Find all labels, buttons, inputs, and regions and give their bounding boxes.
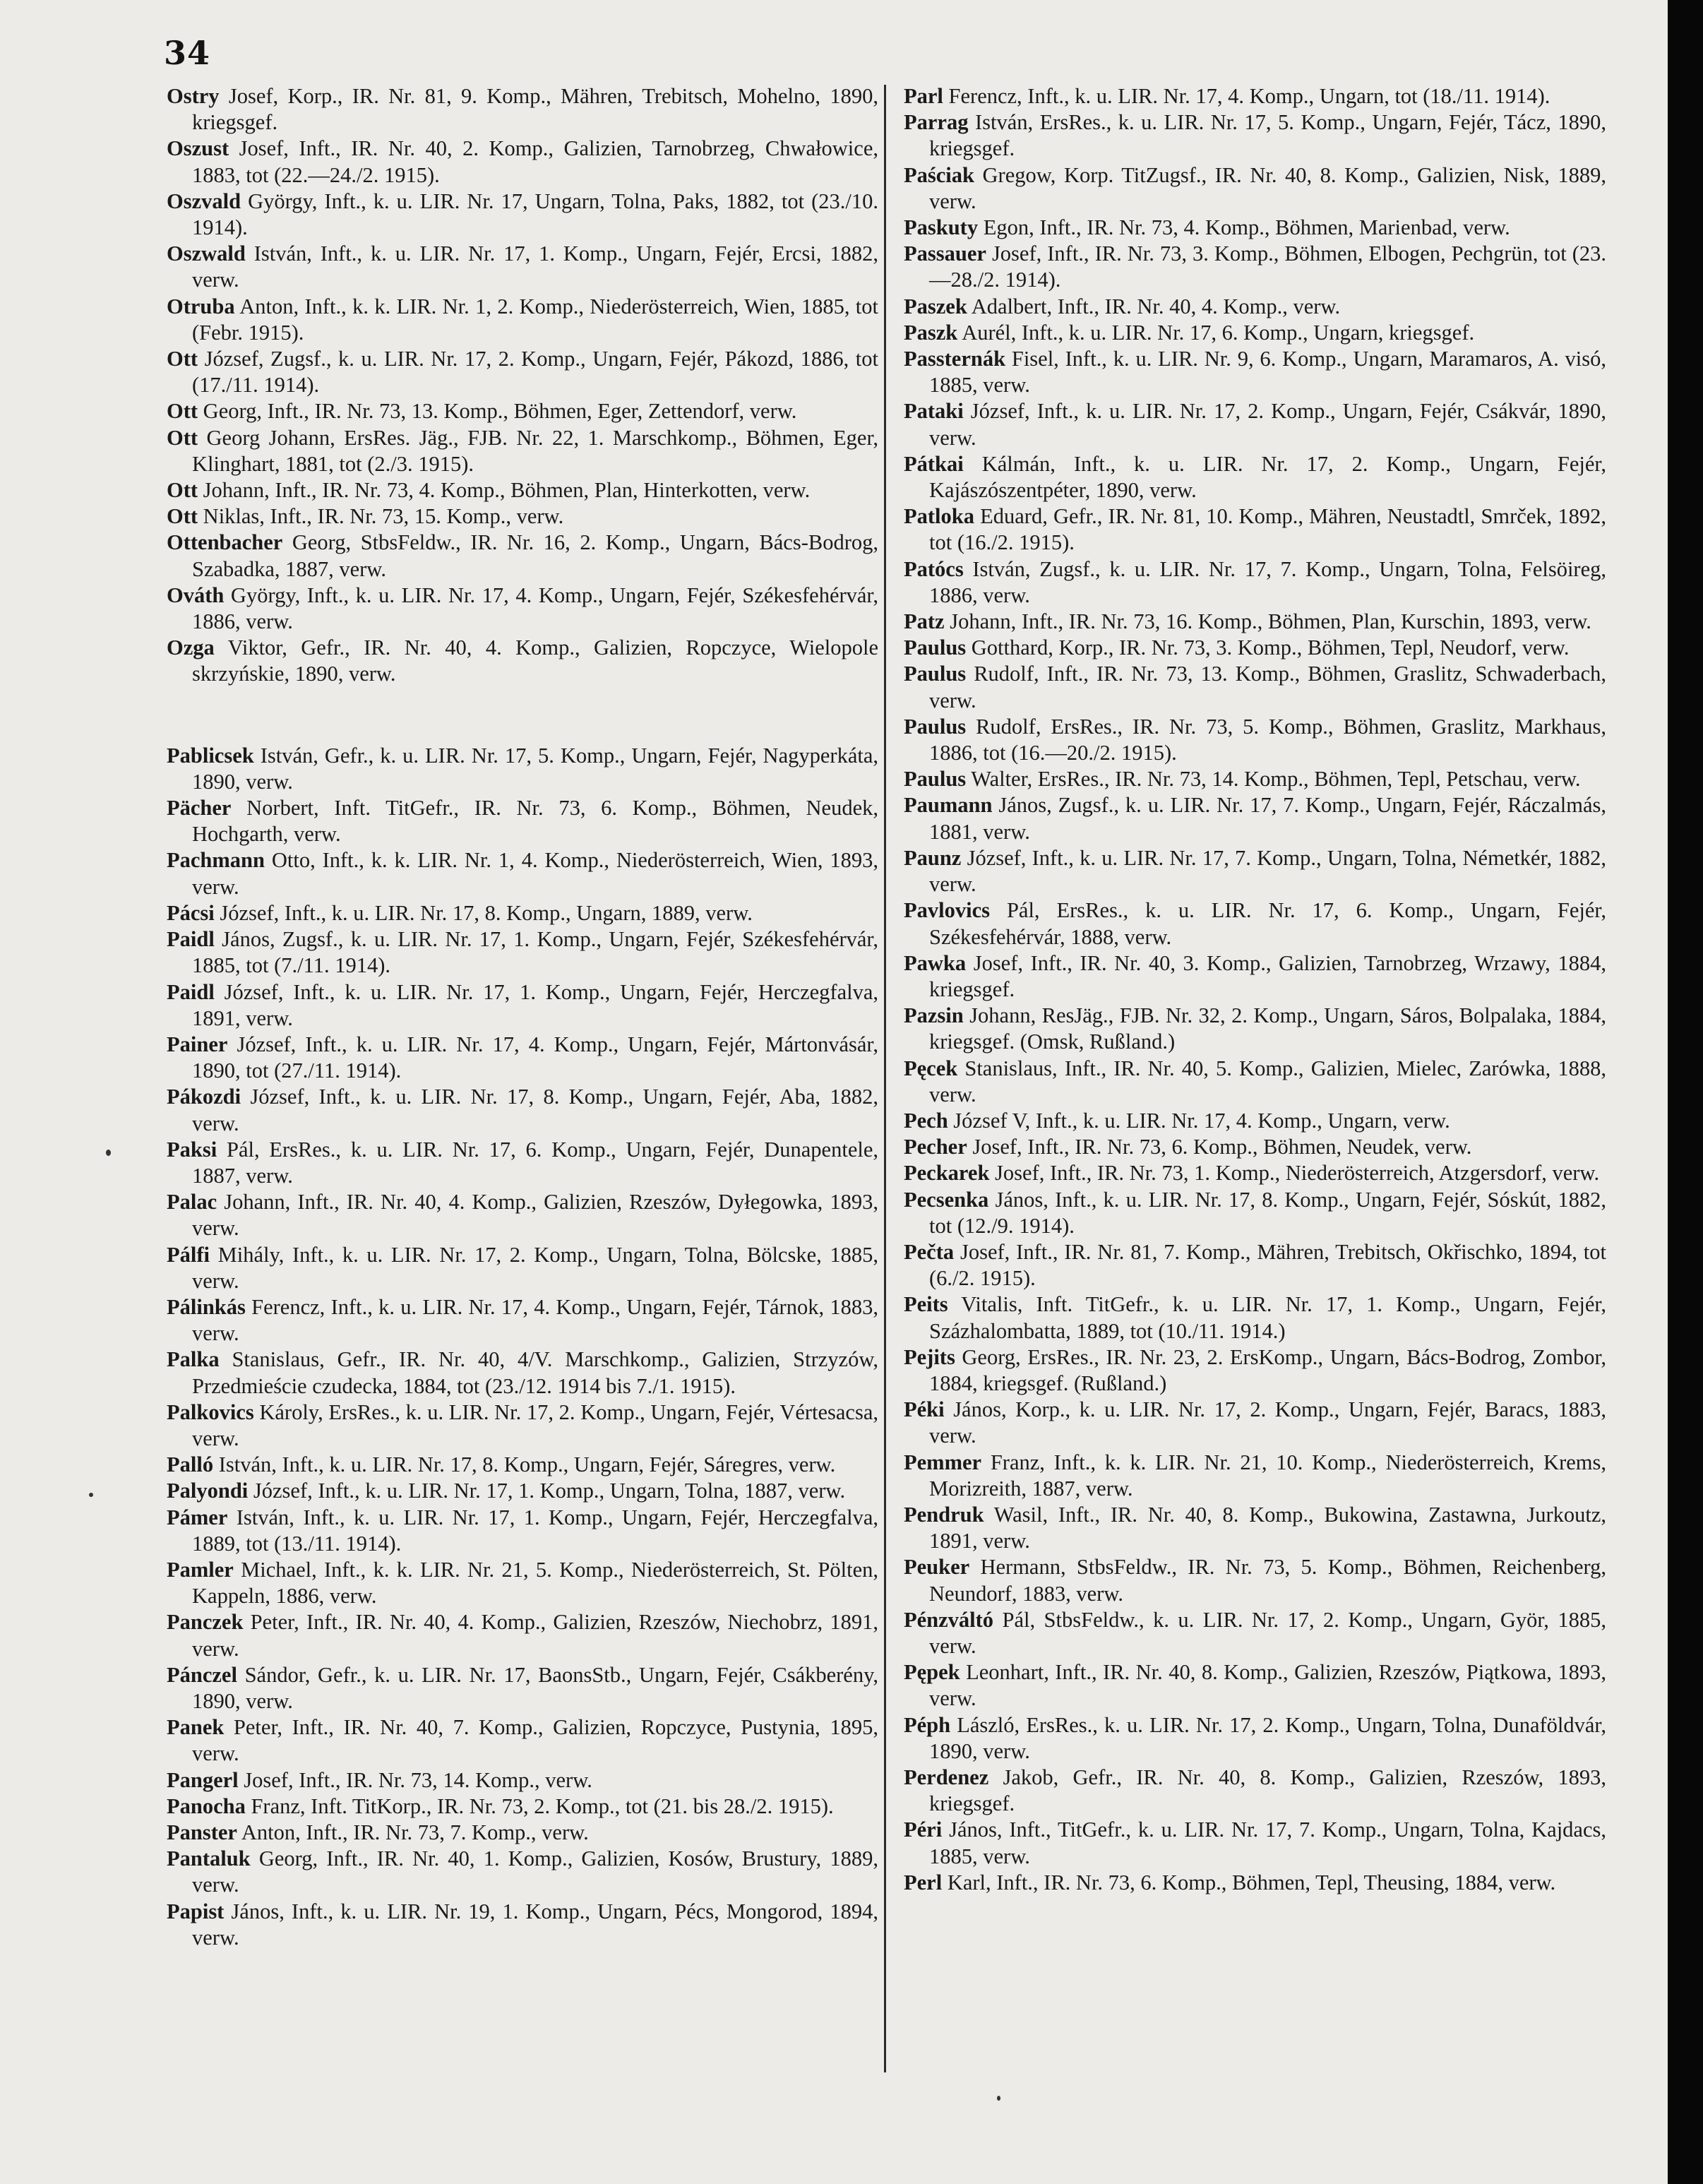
section-gap xyxy=(167,688,878,743)
entry-surname: Papist xyxy=(167,1899,225,1923)
entry-details: György, Inft., k. u. LIR. Nr. 17, Ungarn, Tolna, Paks, 1882, tot (23./10. 1914). xyxy=(192,189,878,240)
list-entry xyxy=(167,1899,878,1951)
entry-details: József, Inft., k. u. LIR. Nr. 17, 8. Komp., Ungarn, Fejér, Aba, 1882, verw. xyxy=(192,1085,878,1135)
entry-details: Ferencz, Inft., k. u. LIR. Nr. 17, 4. Komp., Ungarn, Fejér, Tárnok, 1883, verw. xyxy=(192,1294,878,1346)
entry-surname: Patz xyxy=(904,609,945,634)
list-entry xyxy=(167,1189,878,1241)
entry-surname: Passternák xyxy=(904,347,1006,371)
entry-details: Hermann, StbsFeldw., IR. Nr. 73, 5. Komp., Böhmen, Reichenberg, Neundorf, 1883, verw. xyxy=(929,1555,1606,1606)
entry-surname: Péri xyxy=(904,1818,943,1842)
list-entry xyxy=(167,795,878,847)
entry-surname: Palka xyxy=(167,1347,220,1372)
entry-details: Georg Johann, ErsRes. Jäg., FJB. Nr. 22, 1. Marschkomp., Böhmen, Eger, Klinghart, 1881, tot (2./3. 1915). xyxy=(192,425,878,476)
entry-details: Norbert, Inft. TitGefr., IR. Nr. 73, 6. Komp., Böhmen, Neudek, Hochgarth, verw. xyxy=(192,796,878,847)
entry-surname: Ott xyxy=(167,399,198,424)
list-entry xyxy=(904,714,1606,766)
list-entry xyxy=(904,1056,1606,1108)
entry-details: Josef, Inft., IR. Nr. 40, 2. Komp., Galizien, Tarnobrzeg, Chwałowice, 1883, tot (22.—24./2. 1915). xyxy=(192,136,878,187)
list-entry xyxy=(904,1765,1606,1817)
entry-surname: Pánczel xyxy=(167,1662,237,1687)
list-entry xyxy=(167,1557,878,1609)
entry-surname: Painer xyxy=(167,1032,228,1056)
entry-details: Georg, Inft., IR. Nr. 73, 13. Komp., Böhmen, Eger, Zettendorf, verw. xyxy=(198,399,797,424)
entry-surname: Parrag xyxy=(904,110,969,135)
paper-speck xyxy=(106,1150,111,1156)
entry-details: Aurél, Inft., k. u. LIR. Nr. 17, 6. Komp., Ungarn, kriegsgef. xyxy=(957,320,1475,345)
entry-surname: Patócs xyxy=(904,556,964,581)
entry-surname: Ott xyxy=(167,504,198,529)
entry-details: Leonhart, Inft., IR. Nr. 40, 8. Komp., Galizien, Rzeszów, Piątkowa, 1893, verw. xyxy=(929,1660,1606,1711)
entry-details: István, Inft., k. u. LIR. Nr. 17, 1. Komp., Ungarn, Fejér, Ercsi, 1882, verw. xyxy=(192,241,878,292)
entry-surname: Paksi xyxy=(167,1137,217,1162)
list-entry xyxy=(167,1137,878,1189)
entry-details: Pál, ErsRes., k. u. LIR. Nr. 17, 6. Komp., Ungarn, Fejér, Dunapentele, 1887, verw. xyxy=(192,1137,878,1188)
list-entry xyxy=(904,503,1606,556)
entry-details: István, Inft., k. u. LIR. Nr. 17, 1. Komp., Ungarn, Fejér, Herczegfalva, 1889, tot (13./11. 1914). xyxy=(192,1505,878,1556)
entry-details: Peter, Inft., IR. Nr. 40, 4. Komp., Galizien, Rzeszów, Niechobrz, 1891, verw. xyxy=(192,1610,878,1661)
entry-surname: Pangerl xyxy=(167,1767,239,1792)
list-entry xyxy=(904,635,1606,661)
list-entry xyxy=(167,635,878,687)
list-entry xyxy=(167,1347,878,1399)
entry-surname: Pęcek xyxy=(904,1056,958,1080)
entry-surname: Perl xyxy=(904,1870,943,1894)
entry-details: József, Inft., k. u. LIR. Nr. 17, 8. Komp., Ungarn, 1889, verw. xyxy=(214,900,753,925)
list-entry xyxy=(167,1084,878,1136)
entry-details: Pál, StbsFeldw., k. u. LIR. Nr. 17, 2. Komp., Ungarn, Györ, 1885, verw. xyxy=(929,1607,1606,1658)
entry-details: Eduard, Gefr., IR. Nr. 81, 10. Komp., Mähren, Neustadtl, Smrček, 1892, tot (16./2. 1915). xyxy=(929,504,1606,555)
list-entry xyxy=(904,1554,1606,1606)
list-entry xyxy=(167,346,878,398)
entry-surname: Pecsenka xyxy=(904,1187,989,1212)
list-entry xyxy=(167,847,878,900)
entry-surname: Paszek xyxy=(904,294,967,318)
entry-details: Pál, ErsRes., k. u. LIR. Nr. 17, 6. Komp., Ungarn, Fejér, Székesfehérvár, 1888, verw. xyxy=(929,898,1606,949)
entry-details: Anton, Inft., k. k. LIR. Nr. 1, 2. Komp., Niederösterreich, Wien, 1885, tot (Febr. 1915). xyxy=(192,294,878,345)
list-entry xyxy=(904,1502,1606,1554)
entry-surname: Panster xyxy=(167,1820,237,1844)
entry-details: Stanislaus, Gefr., IR. Nr. 40, 4/V. Marschkomp., Galizien, Strzyzów, Przedmieście czudecka, 1884, tot (23./12. 1914 bis 7./1. 1915). xyxy=(192,1347,878,1398)
list-entry xyxy=(904,241,1606,293)
list-entry xyxy=(904,398,1606,450)
entry-surname: Ostry xyxy=(167,84,220,108)
entry-surname: Oszvald xyxy=(167,189,241,213)
entry-details: György, Inft., k. u. LIR. Nr. 17, 4. Komp., Ungarn, Fejér, Székesfehérvár, 1886, verw. xyxy=(192,583,878,634)
entry-details: János, Korp., k. u. LIR. Nr. 17, 2. Komp., Ungarn, Fejér, Baracs, 1883, verw. xyxy=(929,1397,1606,1448)
entry-surname: Otruba xyxy=(167,294,235,318)
list-entry xyxy=(167,1294,878,1347)
entry-details: Viktor, Gefr., IR. Nr. 40, 4. Komp., Galizien, Ropczyce, Wielopole skrzyńskie, 1890, verw. xyxy=(192,635,878,686)
entry-details: Rudolf, Inft., IR. Nr. 73, 13. Komp., Böhmen, Graslitz, Schwaderbach, verw. xyxy=(929,662,1606,712)
entry-surname: Patloka xyxy=(904,504,974,529)
list-entry xyxy=(904,1160,1606,1186)
page-number: 34 xyxy=(164,34,211,72)
entry-surname: Pemmer xyxy=(904,1450,982,1474)
entry-details: Ferencz, Inft., k. u. LIR. Nr. 17, 4. Komp., Ungarn, tot (18./11. 1914). xyxy=(943,84,1550,108)
entry-surname: Oszwald xyxy=(167,241,246,266)
entry-surname: Péki xyxy=(904,1397,945,1422)
entry-details: Josef, Inft., IR. Nr. 73, 3. Komp., Böhmen, Elbogen, Pechgrün, tot (23.—28./2. 1914). xyxy=(929,241,1606,292)
list-entry xyxy=(904,1607,1606,1659)
entry-details: László, ErsRes., k. u. LIR. Nr. 17, 2. Komp., Ungarn, Tolna, Dunaföldvár, 1890, verw. xyxy=(929,1712,1606,1763)
entry-surname: Pénzváltó xyxy=(904,1607,994,1632)
entry-surname: Pech xyxy=(904,1108,948,1133)
entry-surname: Peckarek xyxy=(904,1161,990,1186)
entry-surname: Ozga xyxy=(167,635,215,660)
entry-details: Josef, Inft., IR. Nr. 73, 1. Komp., Niederösterreich, Atzgersdorf, verw. xyxy=(989,1161,1600,1186)
list-entry xyxy=(904,1003,1606,1055)
list-entry xyxy=(904,109,1606,162)
entry-surname: Pablicsek xyxy=(167,743,254,768)
entry-surname: Pendruk xyxy=(904,1502,984,1527)
paper-speck xyxy=(89,1493,93,1497)
list-entry xyxy=(167,900,878,926)
entry-details: János, Inft., k. u. LIR. Nr. 19, 1. Komp., Ungarn, Pécs, Mongorod, 1894, verw. xyxy=(192,1899,878,1950)
entry-surname: Pácsi xyxy=(167,900,215,925)
entry-surname: Pálfi xyxy=(167,1242,210,1267)
entry-details: József, Zugsf., k. u. LIR. Nr. 17, 2. Komp., Ungarn, Fejér, Pákozd, 1886, tot (17./11. 1914). xyxy=(192,347,878,398)
entry-surname: Panocha xyxy=(167,1794,246,1818)
list-entry xyxy=(904,1344,1606,1397)
list-entry xyxy=(904,1659,1606,1712)
entry-details: Josef, Inft., IR. Nr. 73, 6. Komp., Böhmen, Neudek, verw. xyxy=(967,1135,1472,1159)
list-entry xyxy=(904,346,1606,398)
entry-surname: Pępek xyxy=(904,1660,960,1685)
entry-surname: Pečta xyxy=(904,1239,955,1264)
entry-details: Franz, Inft., k. k. LIR. Nr. 21, 10. Komp., Niederösterreich, Krems, Morizreith, 1887, verw. xyxy=(929,1450,1606,1500)
entry-surname: Paściak xyxy=(904,162,974,187)
list-entry xyxy=(167,1767,878,1794)
entry-details: István, Inft., k. u. LIR. Nr. 17, 8. Komp., Ungarn, Fejér, Sáregres, verw. xyxy=(213,1452,836,1477)
entry-details: Stanislaus, Inft., IR. Nr. 40, 5. Komp., Galizien, Mielec, Zarówka, 1888, verw. xyxy=(929,1056,1606,1106)
entry-surname: Ott xyxy=(167,425,198,450)
list-entry xyxy=(167,979,878,1032)
entry-details: Jakob, Gefr., IR. Nr. 40, 8. Komp., Galizien, Rzeszów, 1893, kriegsgef. xyxy=(929,1765,1606,1816)
entry-surname: Palló xyxy=(167,1452,214,1477)
entry-details: János, Zugsf., k. u. LIR. Nr. 17, 1. Komp., Ungarn, Fejér, Székesfehérvár, 1885, tot (7./11. 1914). xyxy=(192,927,878,978)
entry-details: Josef, Inft., IR. Nr. 40, 3. Komp., Galizien, Tarnobrzeg, Wrzawy, 1884, kriegsgef. xyxy=(929,950,1606,1001)
list-entry xyxy=(167,241,878,293)
list-entry xyxy=(167,189,878,241)
column-divider xyxy=(884,85,886,2072)
list-entry xyxy=(904,451,1606,503)
entry-details: József, Inft., k. u. LIR. Nr. 17, 1. Komp., Ungarn, Fejér, Herczegfalva, 1891, verw. xyxy=(192,979,878,1030)
entry-details: Johann, ResJäg., FJB. Nr. 32, 2. Komp., Ungarn, Sáros, Bolpalaka, 1884, kriegsgef. (Omsk, Rußland.) xyxy=(929,1003,1606,1054)
list-entry xyxy=(904,1870,1606,1896)
entry-details: Karl, Inft., IR. Nr. 73, 6. Komp., Böhmen, Tepl, Theusing, 1884, verw. xyxy=(942,1870,1556,1894)
entry-surname: Pecher xyxy=(904,1135,967,1159)
entry-surname: Pamler xyxy=(167,1557,234,1582)
entry-surname: Panek xyxy=(167,1715,225,1740)
right-column xyxy=(904,83,1606,1896)
entry-surname: Pantaluk xyxy=(167,1846,251,1871)
list-entry xyxy=(904,1397,1606,1449)
entry-surname: Paulus xyxy=(904,635,967,660)
list-entry xyxy=(167,1794,878,1820)
entry-details: Franz, Inft. TitKorp., IR. Nr. 73, 2. Komp., tot (21. bis 28./2. 1915). xyxy=(245,1794,834,1818)
entry-surname: Pámer xyxy=(167,1505,228,1529)
list-entry xyxy=(167,1846,878,1898)
list-entry xyxy=(904,1134,1606,1160)
entry-surname: Pálinkás xyxy=(167,1294,246,1319)
entry-surname: Pavlovics xyxy=(904,898,990,923)
list-entry xyxy=(167,425,878,477)
entry-details: Kálmán, Inft., k. u. LIR. Nr. 17, 2. Komp., Ungarn, Fejér, Kajászószentpéter, 1890, verw. xyxy=(929,451,1606,503)
entry-details: Gotthard, Korp., IR. Nr. 73, 3. Komp., Böhmen, Tepl, Neudorf, verw. xyxy=(966,635,1570,660)
entry-details: Josef, Korp., IR. Nr. 81, 9. Komp., Mähren, Trebitsch, Mohelno, 1890, kriegsgef. xyxy=(192,84,878,135)
list-entry xyxy=(904,766,1606,792)
entry-details: Georg, ErsRes., IR. Nr. 23, 2. ErsKomp., Ungarn, Bács-Bodrog, Zombor, 1884, kriegsgef. (Rußland.) xyxy=(929,1344,1606,1395)
entry-details: Adalbert, Inft., IR. Nr. 40, 4. Komp., verw. xyxy=(967,294,1341,318)
list-entry xyxy=(904,1187,1606,1239)
list-entry xyxy=(904,1291,1606,1344)
entry-details: Peter, Inft., IR. Nr. 40, 7. Komp., Galizien, Ropczyce, Pustynia, 1895, verw. xyxy=(192,1715,878,1766)
entry-surname: Palac xyxy=(167,1190,217,1215)
entry-surname: Pachmann xyxy=(167,848,265,873)
entry-details: Josef, Inft., IR. Nr. 81, 7. Komp., Mähren, Trebitsch, Okřischko, 1894, tot (6./2. 1915). xyxy=(929,1239,1606,1291)
entry-surname: Ott xyxy=(167,478,198,503)
entry-surname: Paunz xyxy=(904,845,962,870)
list-entry xyxy=(904,845,1606,897)
list-entry xyxy=(167,743,878,795)
list-entry xyxy=(167,1452,878,1478)
entry-details: Anton, Inft., IR. Nr. 73, 7. Komp., verw. xyxy=(237,1820,589,1844)
list-entry xyxy=(904,1108,1606,1134)
entry-surname: Pächer xyxy=(167,796,232,821)
entry-surname: Paskuty xyxy=(904,215,979,240)
list-entry xyxy=(167,1662,878,1714)
entry-surname: Pazsin xyxy=(904,1003,964,1028)
entry-surname: Pákozdi xyxy=(167,1085,241,1109)
entry-details: József V, Inft., k. u. LIR. Nr. 17, 4. Komp., Ungarn, verw. xyxy=(948,1108,1450,1133)
list-entry xyxy=(167,503,878,530)
entry-details: Johann, Inft., IR. Nr. 73, 4. Komp., Böhmen, Plan, Hinterkotten, verw. xyxy=(198,478,811,503)
entry-details: Vitalis, Inft. TitGefr., k. u. LIR. Nr. 17, 1. Komp., Ungarn, Fejér, Százhalombatta, 1889, tot (10./11. 1914.) xyxy=(929,1292,1606,1343)
left-column xyxy=(167,83,878,1951)
entry-details: József, Inft., k. u. LIR. Nr. 17, 7. Komp., Ungarn, Tolna, Németkér, 1882, verw. xyxy=(929,845,1606,897)
entry-surname: Paulus xyxy=(904,714,967,739)
list-entry xyxy=(904,1817,1606,1869)
entry-details: István, Zugsf., k. u. LIR. Nr. 17, 7. Komp., Ungarn, Tolna, Felsöireg, 1886, verw. xyxy=(929,556,1606,607)
list-entry xyxy=(904,609,1606,635)
entry-surname: Palkovics xyxy=(167,1400,254,1424)
entry-details: Sándor, Gefr., k. u. LIR. Nr. 17, BaonsStb., Ungarn, Fejér, Csákberény, 1890, verw. xyxy=(192,1662,878,1713)
list-entry xyxy=(904,162,1606,215)
entry-surname: Pataki xyxy=(904,399,964,424)
entry-surname: Ováth xyxy=(167,583,225,607)
entry-details: Michael, Inft., k. k. LIR. Nr. 21, 5. Komp., Niederösterreich, St. Pölten, Kappeln, 1886, verw. xyxy=(192,1557,878,1609)
list-entry xyxy=(167,136,878,188)
entry-details: István, ErsRes., k. u. LIR. Nr. 17, 5. Komp., Ungarn, Fejér, Tácz, 1890, kriegsgef. xyxy=(929,110,1606,161)
paper-speck xyxy=(997,2096,1000,2101)
entry-surname: Péph xyxy=(904,1712,951,1737)
list-entry xyxy=(904,792,1606,845)
entry-details: Johann, Inft., IR. Nr. 73, 16. Komp., Böhmen, Plan, Kurschin, 1893, verw. xyxy=(944,609,1591,634)
list-entry xyxy=(904,897,1606,950)
list-entry xyxy=(167,1032,878,1084)
list-entry xyxy=(904,215,1606,241)
list-entry xyxy=(167,1714,878,1767)
list-entry xyxy=(167,1400,878,1452)
entry-details: József, Inft., k. u. LIR. Nr. 17, 1. Komp., Ungarn, Tolna, 1887, verw. xyxy=(248,1479,846,1503)
entry-details: János, Inft., TitGefr., k. u. LIR. Nr. 17, 7. Komp., Ungarn, Tolna, Kajdacs, 1885, verw. xyxy=(929,1818,1606,1868)
list-entry xyxy=(167,1820,878,1846)
list-entry xyxy=(167,1478,878,1504)
entry-details: Rudolf, ErsRes., IR. Nr. 73, 5. Komp., Böhmen, Graslitz, Markhaus, 1886, tot (16.—20./2. 1915). xyxy=(929,714,1606,765)
entry-surname: Peuker xyxy=(904,1555,970,1580)
list-entry xyxy=(904,294,1606,320)
entry-surname: Palyondi xyxy=(167,1479,249,1503)
entry-surname: Ott xyxy=(167,347,198,371)
entry-surname: Pátkai xyxy=(904,451,964,476)
list-entry xyxy=(167,477,878,503)
entry-details: Wasil, Inft., IR. Nr. 40, 8. Komp., Bukowina, Zastawna, Jurkoutz, 1891, verw. xyxy=(929,1502,1606,1553)
list-entry xyxy=(167,1242,878,1294)
entry-details: János, Inft., k. u. LIR. Nr. 17, 8. Komp., Ungarn, Fejér, Sóskút, 1882, tot (12./9. 1914). xyxy=(929,1187,1606,1238)
entry-surname: Oszust xyxy=(167,136,229,161)
list-entry xyxy=(167,1609,878,1661)
list-entry xyxy=(167,530,878,582)
entry-details: István, Gefr., k. u. LIR. Nr. 17, 5. Komp., Ungarn, Fejér, Nagyperkáta, 1890, verw. xyxy=(192,743,878,794)
entry-details: Egon, Inft., IR. Nr. 73, 4. Komp., Böhmen, Marienbad, verw. xyxy=(978,215,1510,240)
entry-surname: Pejits xyxy=(904,1344,955,1369)
entry-details: Johann, Inft., IR. Nr. 40, 4. Komp., Galizien, Rzeszów, Dyłegowka, 1893, verw. xyxy=(192,1190,878,1241)
list-entry xyxy=(167,294,878,346)
entry-surname: Ottenbacher xyxy=(167,530,283,555)
entry-details: Otto, Inft., k. k. LIR. Nr. 1, 4. Komp., Niederösterreich, Wien, 1893, verw. xyxy=(192,848,878,899)
list-entry xyxy=(904,1239,1606,1291)
scan-border xyxy=(1668,0,1703,2184)
entry-surname: Panczek xyxy=(167,1610,244,1635)
entry-details: Georg, Inft., IR. Nr. 40, 1. Komp., Galizien, Kosów, Brustury, 1889, verw. xyxy=(192,1846,878,1897)
list-entry xyxy=(904,83,1606,109)
list-entry xyxy=(167,398,878,424)
entry-details: Károly, ErsRes., k. u. LIR. Nr. 17, 2. Komp., Ungarn, Fejér, Vértesacsa, verw. xyxy=(192,1400,878,1450)
entry-surname: Pawka xyxy=(904,950,967,975)
entry-details: József, Inft., k. u. LIR. Nr. 17, 4. Komp., Ungarn, Fejér, Mártonvásár, 1890, tot (27./11. 1914). xyxy=(192,1032,878,1083)
entry-surname: Paszk xyxy=(904,320,958,345)
list-entry xyxy=(904,1712,1606,1765)
entry-details: Georg, StbsFeldw., IR. Nr. 16, 2. Komp., Ungarn, Bács-Bodrog, Szabadka, 1887, verw. xyxy=(192,530,878,581)
entry-surname: Parl xyxy=(904,84,943,108)
entry-details: Josef, Inft., IR. Nr. 73, 14. Komp., verw. xyxy=(238,1767,592,1792)
list-entry xyxy=(904,950,1606,1003)
list-entry xyxy=(167,926,878,979)
entry-surname: Paulus xyxy=(904,662,967,686)
list-entry xyxy=(904,320,1606,346)
entry-details: Fisel, Inft., k. u. LIR. Nr. 9, 6. Komp., Ungarn, Maramaros, A. visó, 1885, verw. xyxy=(929,347,1606,398)
entry-details: József, Inft., k. u. LIR. Nr. 17, 2. Komp., Ungarn, Fejér, Csákvár, 1890, verw. xyxy=(929,399,1606,450)
entry-details: János, Zugsf., k. u. LIR. Nr. 17, 7. Komp., Ungarn, Fejér, Ráczalmás, 1881, verw. xyxy=(929,793,1606,844)
list-entry xyxy=(904,661,1606,713)
entry-surname: Peits xyxy=(904,1292,948,1317)
entry-surname: Passauer xyxy=(904,241,986,266)
entry-details: Gregow, Korp. TitZugsf., IR. Nr. 40, 8. Komp., Galizien, Nisk, 1889, verw. xyxy=(929,162,1606,213)
list-entry xyxy=(904,556,1606,609)
entry-surname: Paidl xyxy=(167,979,215,1004)
entry-details: Walter, ErsRes., IR. Nr. 73, 14. Komp., Böhmen, Tepl, Petschau, verw. xyxy=(966,767,1581,792)
list-entry xyxy=(167,83,878,136)
entry-details: Mihály, Inft., k. u. LIR. Nr. 17, 2. Komp., Ungarn, Tolna, Bölcske, 1885, verw. xyxy=(192,1242,878,1293)
entry-surname: Paumann xyxy=(904,793,993,818)
list-entry xyxy=(167,583,878,635)
entry-surname: Paidl xyxy=(167,927,215,952)
entry-surname: Perdenez xyxy=(904,1765,989,1789)
entry-surname: Paulus xyxy=(904,767,967,792)
entry-details: Niklas, Inft., IR. Nr. 73, 15. Komp., verw. xyxy=(198,504,564,529)
list-entry xyxy=(167,1505,878,1557)
list-entry xyxy=(904,1450,1606,1502)
